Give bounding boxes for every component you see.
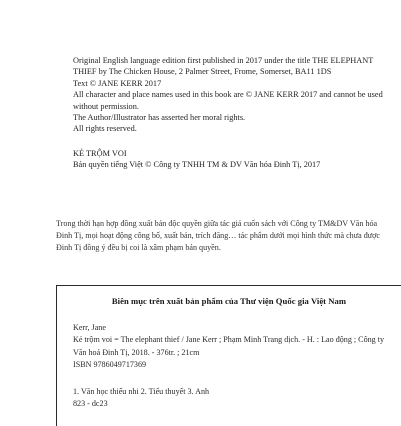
copyright-block: [73, 55, 391, 171]
notice-text: Trong thời hạn hợp đồng xuất bản độc quyền giữa tác giả cuốn sách với Công ty TM&DV Văn hóa Đinh Tị, mọi hoạt động công bố, xuất bản, trích đăng… tác phẩm dưới mọi hình thức mà chưa được Đinh Tị đồng ý đều bị coi là xâm phạm bản quyền.: [56, 219, 381, 253]
text-copyright: Text © JANE KERR 2017: [73, 78, 162, 88]
cip-call-number: 823 - dc23: [73, 399, 108, 409]
names-copyright: All character and place names used in this book are © JANE KERR 2017 and cannot be used without permission.: [73, 90, 383, 111]
vietnamese-copyright: Bản quyền tiếng Việt © Công ty TNHH TM & DV Văn hóa Đinh Tị, 2017: [73, 160, 321, 170]
moral-rights: The Author/Illustrator has asserted her moral rights.: [73, 113, 246, 123]
copyright-notice: [56, 218, 392, 255]
original-edition-note: Original English language edition first published in 2017 under the title THE ELEPHANT THIEF by The Chicken House, 2 Palmer Street, Frome, Somerset, BA11 1DS: [73, 56, 374, 77]
cip-record: [56, 285, 401, 426]
cip-isbn: ISBN 9786049717369: [73, 359, 147, 369]
cip-author: Kerr, Jane: [73, 323, 106, 332]
cip-body: [73, 322, 399, 411]
vietnamese-title: KẺ TRỘM VOI: [73, 148, 127, 158]
rights-reserved: All rights reserved.: [73, 124, 137, 134]
cip-classification: 1. Văn học thiếu nhi 2. Tiểu thuyết 3. Anh: [73, 387, 210, 397]
cip-description: Kẻ trộm voi = The elephant thief / Jane Kerr ; Phạm Minh Trang dịch. - H. : Lao động ; Công ty Văn hoá Đinh Tị, 2018. - 376tr. ; 21cm: [73, 335, 385, 357]
cip-title: Biên mục trên xuất bản phẩm của Thư viện Quốc gia Việt Nam: [111, 296, 347, 306]
